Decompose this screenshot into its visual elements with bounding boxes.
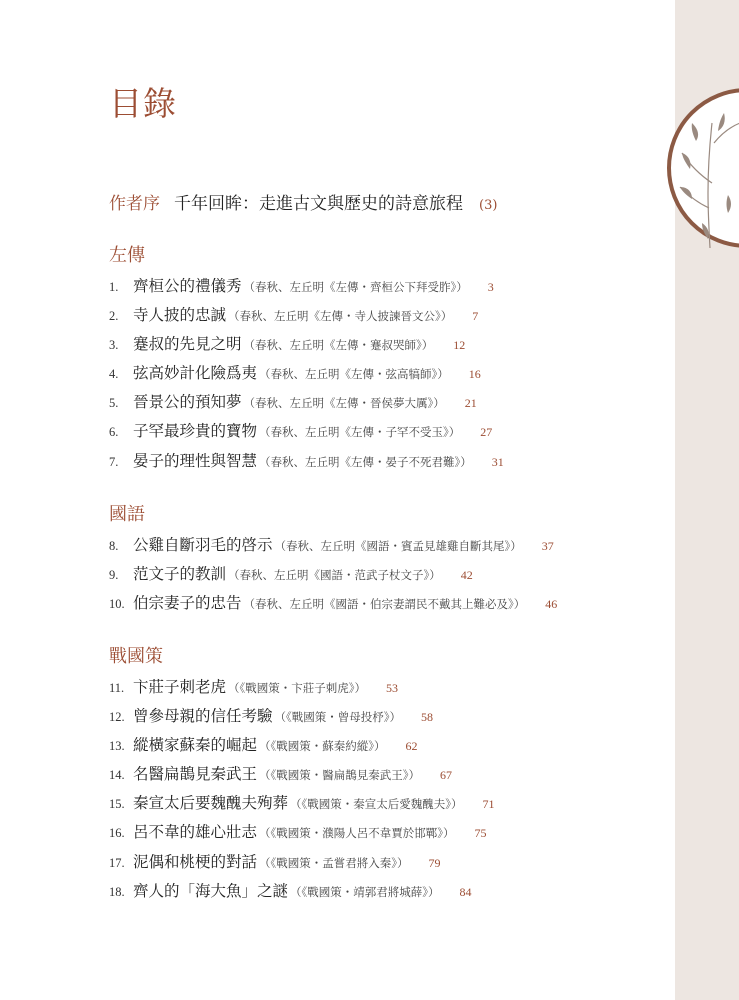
entry-page-number: 84	[459, 884, 472, 899]
section-zhanguoce	[109, 645, 669, 908]
entry-title: 晏子的理性與智慧	[133, 451, 258, 470]
entry-number: 6.	[109, 425, 119, 440]
entry-page-number: 3	[487, 280, 494, 294]
entry-source: （春秋、左丘明《左傳・子罕不受玉》）	[259, 425, 461, 440]
toc-entry[interactable]	[109, 791, 669, 820]
entry-title: 伯宗妻子的忠告	[133, 594, 242, 613]
entry-source: （春秋、左丘明《左傳・晏子不死君難》）	[259, 454, 472, 469]
preface-entry[interactable]	[109, 189, 497, 215]
entry-source: （春秋、左丘明《左傳・齊桓公下拜受胙》）	[243, 280, 468, 294]
entry-page-number: 46	[545, 597, 558, 612]
toc-entry[interactable]	[109, 332, 669, 361]
entry-title: 泥偶和桃梗的對話	[133, 852, 258, 871]
bamboo-medallion-icon	[662, 83, 739, 253]
entry-source: （《戰國策・孟嘗君將入秦》）	[259, 855, 409, 870]
entry-title: 縱橫家蘇秦的崛起	[133, 736, 258, 755]
entry-page-number: 62	[405, 739, 418, 754]
entry-page-number: 53	[386, 681, 399, 695]
entry-page-number: 7	[472, 309, 479, 324]
entry-page-number: 27	[480, 425, 493, 440]
entry-source: （春秋、左丘明《國語・賓孟見雄雞自斷其尾》）	[274, 539, 522, 553]
toc-entry[interactable]	[109, 591, 669, 620]
toc-entry[interactable]	[109, 762, 669, 791]
toc-entry[interactable]	[109, 533, 669, 562]
entry-page-number: 71	[482, 797, 495, 812]
toc-entry[interactable]	[109, 850, 669, 879]
entry-source: （《戰國策・濮陽人呂不韋賈於邯鄲》）	[259, 826, 455, 841]
entry-page-number: 58	[421, 710, 434, 725]
entry-number: 17.	[109, 855, 125, 870]
toc-entry[interactable]	[109, 879, 669, 908]
entry-page-number: 21	[464, 396, 477, 411]
entry-page-number: 37	[541, 539, 554, 553]
section-heading: 國語	[109, 504, 145, 525]
toc-entry[interactable]	[109, 675, 669, 704]
entry-title: 卞莊子刺老虎	[133, 678, 227, 696]
entry-source: （《戰國策・蘇秦約縱》）	[259, 739, 386, 754]
section-guoyu	[109, 503, 669, 620]
entry-number: 14.	[109, 768, 125, 783]
entry-source: （《戰國策・靖郭君將城薛》）	[290, 884, 440, 899]
entry-source: （《戰國策・卞莊子刺虎》）	[228, 681, 367, 695]
entry-number: 15.	[109, 797, 125, 812]
entry-title: 齊桓公的禮儀秀	[133, 277, 242, 295]
entry-page-number: 42	[460, 568, 473, 583]
entry-number: 5.	[109, 396, 119, 411]
entry-title: 范文子的教訓	[133, 565, 227, 584]
entry-source: （《戰國策・醫扁鵲見秦武王》）	[259, 768, 421, 783]
entry-number: 9.	[109, 568, 119, 583]
entry-number: 16.	[109, 826, 125, 841]
entry-number: 1.	[109, 280, 119, 294]
entry-page-number: 31	[491, 454, 504, 469]
page-title: 目錄	[109, 84, 177, 123]
entry-title: 呂不韋的雄心壯志	[133, 823, 258, 842]
toc-entry[interactable]	[109, 449, 669, 478]
entry-number: 4.	[109, 367, 119, 382]
entry-number: 12.	[109, 710, 125, 725]
toc-entry[interactable]	[109, 361, 669, 390]
entry-title: 弦高妙計化險爲夷	[133, 364, 258, 383]
section-heading: 戰國策	[109, 646, 163, 667]
toc-entry[interactable]	[109, 390, 669, 419]
entry-number: 18.	[109, 884, 125, 899]
section-heading: 左傳	[109, 245, 145, 266]
entry-source: （春秋、左丘明《左傳・寺人披諫晉文公》）	[228, 309, 453, 324]
entry-number: 10.	[109, 597, 125, 612]
toc-entry[interactable]	[109, 419, 669, 448]
preface-title: 千年回眸：走進古文與歷史的詩意旅程	[174, 194, 463, 214]
entry-page-number: 79	[428, 855, 441, 870]
entry-title: 曾參母親的信任考驗	[133, 707, 273, 726]
entry-title: 寺人披的忠誠	[133, 306, 227, 325]
preface-page-number: (3)	[479, 198, 498, 213]
entry-source: （春秋、左丘明《左傳・蹇叔哭師》）	[243, 338, 434, 353]
entry-title: 秦宣太后要魏醜夫殉葬	[133, 794, 289, 813]
entry-source: （春秋、左丘明《左傳・晉侯夢大厲》）	[243, 396, 445, 411]
entry-source: （《戰國策・秦宣太后愛魏醜夫》）	[290, 797, 463, 812]
toc-entry[interactable]	[109, 303, 669, 332]
entry-number: 3.	[109, 338, 119, 353]
entry-number: 2.	[109, 309, 119, 324]
toc-entry[interactable]	[109, 820, 669, 849]
entry-title: 公雞自斷羽毛的啓示	[133, 536, 273, 554]
toc-entry[interactable]	[109, 274, 669, 303]
entry-title: 名醫扁鵲見秦武王	[133, 765, 258, 784]
section-zuozhuan	[109, 244, 669, 478]
entry-title: 齊人的「海大魚」之謎	[133, 881, 289, 900]
entry-page-number: 12	[453, 338, 466, 353]
entry-page-number: 16	[468, 367, 481, 382]
entry-number: 11.	[109, 681, 125, 695]
entry-page-number: 67	[440, 768, 453, 783]
preface-label: 作者序	[109, 194, 160, 214]
entry-source: （春秋、左丘明《國語・伯宗妻謂民不戴其上難必及》）	[243, 597, 526, 612]
entry-page-number: 75	[474, 826, 487, 841]
entry-source: （春秋、左丘明《國語・范武子杖文子》）	[228, 568, 441, 583]
entry-number: 8.	[109, 539, 119, 553]
entry-source: （《戰國策・曾母投杼》）	[274, 710, 402, 725]
entry-number: 13.	[109, 739, 125, 754]
entry-title: 子罕最珍貴的寶物	[133, 422, 258, 441]
entry-title: 蹇叔的先見之明	[133, 335, 242, 354]
entry-source: （春秋、左丘明《左傳・弦高犒師》）	[259, 367, 449, 382]
entry-number: 7.	[109, 454, 119, 469]
entry-title: 晉景公的預知夢	[133, 393, 242, 412]
toc-entry[interactable]	[109, 704, 669, 733]
toc-entry[interactable]	[109, 733, 669, 762]
toc-entry[interactable]	[109, 562, 669, 591]
